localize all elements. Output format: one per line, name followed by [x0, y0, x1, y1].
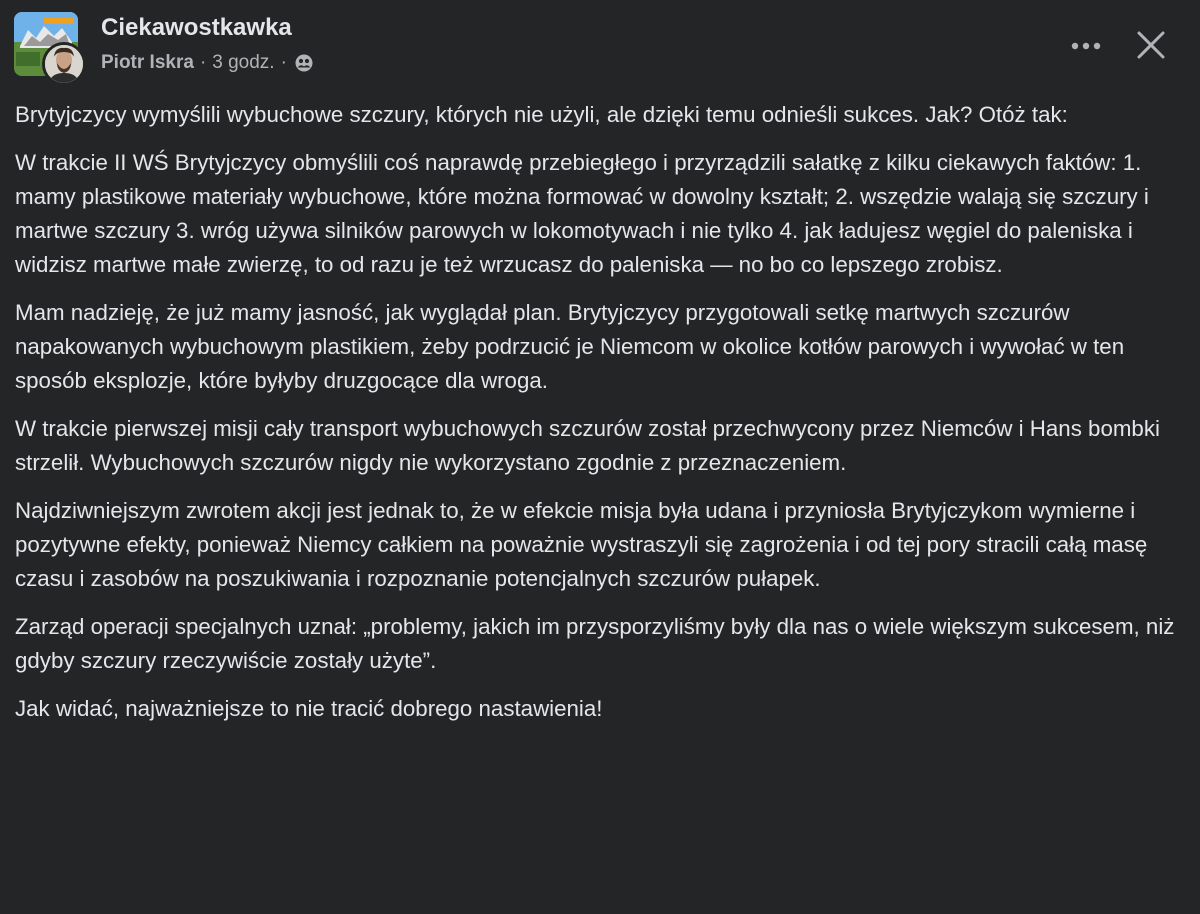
- post-paragraph: Brytyjczycy wymyślili wybuchowe szczury, których nie użyli, ale dzięki temu odnieśli sukces. Jak? Otóż tak:: [15, 102, 1068, 127]
- group-name-link[interactable]: Ciekawostkawka: [101, 14, 292, 41]
- more-horizontal-icon: [1071, 42, 1101, 50]
- close-icon: [1137, 31, 1165, 59]
- timestamp-link[interactable]: 3 godz.: [212, 52, 275, 73]
- author-link[interactable]: Piotr Iskra: [101, 52, 194, 73]
- meta-separator: ·: [280, 52, 287, 73]
- user-avatar-image: [45, 45, 83, 83]
- post-meta: [101, 52, 313, 74]
- post-paragraph: Najdziwniejszym zwrotem akcji jest jednak to, że w efekcie misja była udana i przyniosła Brytyjczykom wymierne i pozytywne efekty, ponieważ Niemcy całkiem na poważnie wystraszyli się zagrożenia i od tej pory stracili całą masę czasu i zasobów na poszukiwania i rozpoznanie potencjalnych szczurów pułapek.: [15, 498, 1148, 591]
- meta-separator: ·: [199, 52, 207, 73]
- post-header: [0, 0, 1200, 92]
- avatar-stack[interactable]: [14, 12, 82, 80]
- post-paragraph: Mam nadzieję, że już mamy jasność, jak wyglądał plan. Brytyjczycy przygotowali setkę martwych szczurów napakowanych wybuchowym plastikiem, żeby podrzucić je Niemcom w okolice kotłów parowych i wywołać w ten sposób eksplozje, które byłyby druzgocące dla wroga.: [15, 300, 1125, 393]
- post-paragraph: Zarząd operacji specjalnych uznał: „problemy, jakich im przysporzyliśmy były dla nas o wiele większym sukcesem, niż gdyby szczury rzeczywiście zostały użyte”.: [15, 614, 1175, 673]
- more-options-button[interactable]: [1066, 26, 1106, 66]
- user-avatar[interactable]: [42, 42, 86, 86]
- post-paragraph: W trakcie II WŚ Brytyjczycy obmyślili coś naprawdę przebiegłego i przyrządzili sałatkę z kilku ciekawych faktów: 1. mamy plastikowe materiały wybuchowe, które można formować w dowolny kształt; 2. wszędzie walają się szczury i martwe szczury 3. wróg używa silników parowych w lokomotywach i nie tylko 4. jak ładujesz węgiel do paleniska i widzisz martwe małe zwierzę, to od razu je też wrzucasz do paleniska — no bo co lepszego zrobisz.: [15, 150, 1149, 277]
- post-paragraph: Jak widać, najważniejsze to nie tracić dobrego nastawienia!: [15, 696, 603, 721]
- post-paragraph: W trakcie pierwszej misji cały transport wybuchowych szczurów został przechwycony przez Niemców i Hans bombki strzelił. Wybuchowych szczurów nigdy nie wykorzystano zgodnie z przeznaczeniem.: [15, 416, 1160, 475]
- post-text: [15, 98, 1185, 740]
- close-button[interactable]: [1128, 22, 1174, 68]
- group-members-icon[interactable]: [295, 54, 313, 72]
